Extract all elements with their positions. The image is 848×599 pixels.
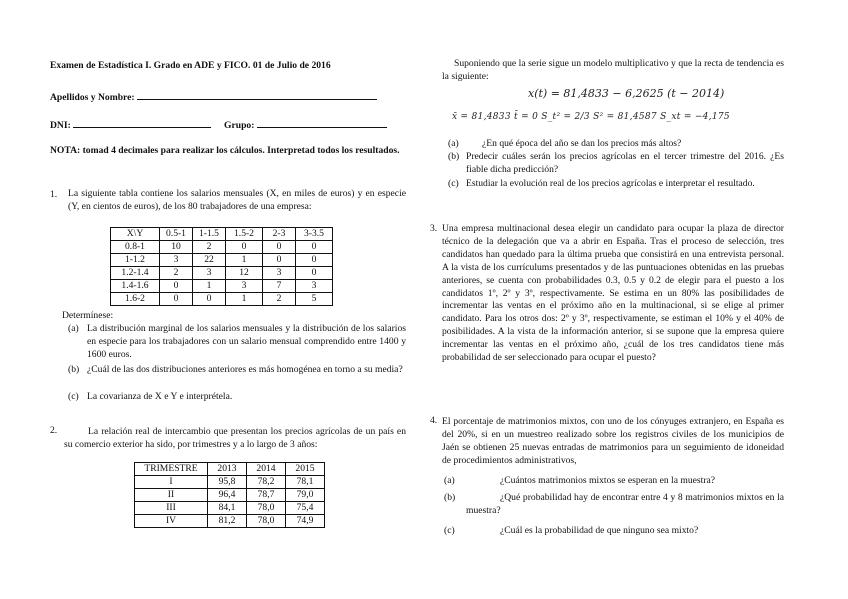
q2-cell: 78,0 [247,502,286,515]
q1-text: La siguiente tabla contiene los salarios mensuales (X, en miles de euros) y en especie (Y, en cientos de euros), de los 80 trabajadores de una empresa: [68,188,406,212]
table-row [135,515,325,528]
q1-cell: 0 [226,241,263,254]
q2-row-header: II [135,489,208,502]
q1-cell: 2 [263,293,296,306]
q2-cell: 78,2 [247,476,286,489]
q3-number: 3. [430,223,438,234]
q1-col-header: 1-1.5 [193,228,226,241]
q2-cell: 78,0 [247,515,286,528]
q3-text: Una empresa multinacional desea elegir un candidato para ocupar la plaza de director técnico de la delegación que va a abrir en España. Tras el proceso de selección, tres candidatos han quedado para la última prueba que consistirá en una entrevista personal. A la vista de los currículums presentados y de las puntuaciones obtenidas en las pruebas anteriores, se cuenta con probabilidades 0.3, 0.5 y 0.2 de elegir para el puesto a los candidatos 1º, 2º y 3º, respectivamente. Se estima en un 80% las posibilidades de incrementar las ventas en el próximo año en la multinacional, si se elige al primer candidato. Para los otros dos: 2º y 3º, respectivamente, se estiman el 10% y el 40% de posibilidades. A la vista de la información anterior, si se supone que la empresa quiere incrementar las ventas en el próximo año, ¿cuál de los tres candidatos tiene más probabilidad de ser seleccionado para ocupar el puesto? [442,223,784,364]
q2-b-label: (b) [448,151,460,162]
q4-c-label: (c) [444,525,455,536]
q2-a-text: ¿En qué época del año se dan los precios más altos? [482,138,682,149]
q2-cell: 74,9 [286,515,325,528]
q2-cell: 75,4 [286,502,325,515]
q1-a-label: (a) [68,323,79,334]
q1-row-header: 0.8-1 [111,241,160,254]
q1-cell: 0 [296,241,333,254]
q1-cell: 3 [193,267,226,280]
q4-a-text: ¿Cuántos matrimonios mixtos se esperan en la muestra? [500,475,716,486]
q1-cell: 3 [296,280,333,293]
q1-cell: 0 [296,267,333,280]
q2-text: La relación real de intercambio que presentan los precios agrícolas de un país en su comercio exterior ha sido, por trimestres y a lo largo de 3 años: [64,426,406,450]
q1-col-header: 3-3.5 [296,228,333,241]
dni-blank-line [73,116,211,128]
q1-row-header: 1.2-1.4 [111,267,160,280]
q1-row-header: 1.6-2 [111,293,160,306]
q1-col-header: 0.5-1 [160,228,193,241]
name-blank-line [137,88,377,100]
q1-cell: 0 [160,280,193,293]
q2-table-header-row [135,463,325,476]
q1-table-wrap [110,227,333,306]
q1-table [110,227,333,306]
q2-c-label: (c) [448,178,459,189]
q1-cell: 0 [160,293,193,306]
q4-a-label: (a) [444,475,455,486]
q2-cell: 95,8 [208,476,247,489]
trend-formula: x(t) = 81,4833 − 6,2625 (t − 2014) [528,87,725,100]
q4-b-label: (b) [444,492,456,503]
q4-number: 4. [430,415,438,426]
q2-table [134,462,325,528]
q1-cell: 0 [263,241,296,254]
q2-cell: 84,1 [208,502,247,515]
q1-row-header: 1-1.2 [111,254,160,267]
q4-text: El porcentaje de matrimonios mixtos, con uno de los cónyuges extranjero, en España es del 20%, si en un muestreo realizado sobre los registros civiles de los municipios de Jaén se obtienen 25 nuevas entradas de matrimonios para un seguimiento de idoneidad de procedimientos administrativos, [442,416,784,466]
q1-cell: 2 [193,241,226,254]
q2-c-text: Estudiar la evolución real de los precios agrícolas e interpretar el resultado. [466,178,755,189]
name-field [50,88,410,104]
q2-cell: 78,7 [247,489,286,502]
q4-b-text: ¿Qué probabilidad hay de encontrar entre 4 y 8 matrimonios mixtos en la muestra? [466,492,784,516]
q2-row-header: IV [135,515,208,528]
q1-cell: 12 [226,267,263,280]
q1-col-header: X\Y [111,228,160,241]
q1-b-label: (b) [68,364,80,375]
q1-cell: 3 [263,267,296,280]
q2-col-header: TRIMESTRE [135,463,208,476]
stats-formula: x̄ = 81,4833 t̄ = 0 S_t² = 2/3 S² = 81,4587 S_xt = −4,175 [452,112,730,122]
q2-number: 2. [50,425,58,436]
q1-cell: 3 [160,254,193,267]
q2-table-wrap [134,462,325,528]
q1-col-header: 1.5-2 [226,228,263,241]
q1-cell: 7 [263,280,296,293]
table-row [111,254,333,267]
q1-b-text: ¿Cuál de las dos distribuciones anteriores es más homogénea en torno a su media? [87,364,403,375]
q2-col-header: 2015 [286,463,325,476]
q1-cell: 10 [160,241,193,254]
note: NOTA: tomad 4 decimales para realizar los cálculos. Interpretad todos los resultados. [50,145,400,156]
exam-title: Examen de Estadística I. Grado en ADE y FICO. 01 de Julio de 2016 [50,60,331,71]
q1-cell: 1 [226,293,263,306]
q2-a-label: (a) [448,138,459,149]
group-label: Grupo: [224,120,255,131]
table-row [135,502,325,515]
q1-cell: 5 [296,293,333,306]
q2-col-header: 2013 [208,463,247,476]
q1-cell: 0 [263,254,296,267]
q2-cell: 96,4 [208,489,247,502]
q2-row-header: III [135,502,208,515]
table-row [111,267,333,280]
q2-col-header: 2014 [247,463,286,476]
q1-cell: 2 [160,267,193,280]
q1-c-text: La covarianza de X e Y e interprétela. [87,391,233,402]
q2-cell: 81,2 [208,515,247,528]
q1-cell: 1 [193,280,226,293]
q1-col-header: 2-3 [263,228,296,241]
q2-continuation: Suponiendo que la serie sigue un modelo multiplicativo y que la recta de tendencia es la siguiente: [442,58,784,82]
q2-cell: 78,1 [286,476,325,489]
table-row [111,293,333,306]
q1-row-header: 1.4-1.6 [111,280,160,293]
q1-number: 1. [50,189,58,200]
q1-cell: 3 [226,280,263,293]
q1-a-text: La distribución marginal de los salarios mensuales y la distribución de los salarios en especie para los trabajadores con un salario mensual comprendido entre 1400 y 1600 euros. [87,323,406,360]
q2-b-text: Predecir cuáles serán los precios agrícolas en el tercer trimestre del 2016. ¿Es fiable dicha predicción? [466,151,784,175]
dni-group-field [50,116,410,132]
q1-cell: 22 [193,254,226,267]
table-row [135,489,325,502]
q2-row-header: I [135,476,208,489]
q1-table-header-row [111,228,333,241]
q1-determine: Determínese: [62,310,114,321]
name-label: Apellidos y Nombre: [50,92,135,103]
table-row [111,280,333,293]
dni-label: DNI: [50,120,71,131]
q1-cell: 0 [296,254,333,267]
q2-cell: 79,0 [286,489,325,502]
q1-c-label: (c) [68,391,79,402]
table-row [111,241,333,254]
table-row [135,476,325,489]
q4-c-text: ¿Cuál es la probabilidad de que ninguno sea mixto? [500,525,699,536]
q1-cell: 0 [193,293,226,306]
group-blank-line [257,116,387,128]
q1-cell: 1 [226,254,263,267]
